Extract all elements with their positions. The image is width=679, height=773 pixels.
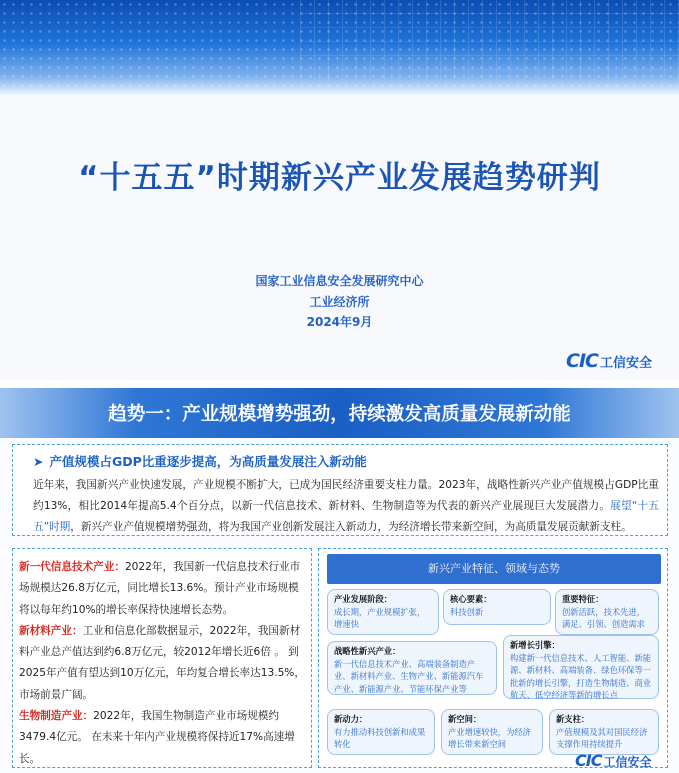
industry-name: 新一代信息技术产业： (19, 561, 125, 573)
slide-divider (0, 380, 679, 386)
gdp-share-box (12, 444, 668, 536)
cic-logo (566, 350, 652, 372)
feature-cell (549, 709, 659, 755)
feature-cell-body: 成长期，产业规模扩张，增速快 (334, 606, 426, 629)
footer-logo-cn: 工信安全 (603, 755, 652, 769)
feature-cell-body: 产值规模及其对国民经济支撑作用持续提升 (556, 726, 648, 749)
cic-logo-cn: 工信安全 (599, 356, 652, 371)
feature-cell (555, 589, 659, 635)
trend-title: 趋势一：产业规模增势强劲，持续激发高质量发展新动能 (108, 404, 571, 425)
feature-cell-body: 创新活跃，技术先进，满足、引领、创造需求 (562, 606, 645, 629)
features-panel-title: 新兴产业特征、领域与态势 (327, 554, 661, 584)
feature-cell (327, 709, 435, 755)
banner-grid-pattern (300, 0, 679, 80)
feature-cell-head: 重要特征： (562, 594, 604, 604)
industry-stats-list (19, 557, 309, 770)
industry-text: 工业和信息化部数据显示，2022年，我国新材料产业总产值达到约6.8万亿元，较2012年增长近6倍 。 到2025年产值有望达到10万亿元，年均复合增长率达13.5%，市场前景广阔。 (19, 624, 305, 701)
footer-cic-logo (575, 751, 651, 770)
industry-text: 2022年，我国生物制造产业市场规模约3479.4亿元。 在未来十年内产业规模将保持近17%高速增长。 (19, 710, 295, 765)
section-heading (33, 452, 367, 470)
industry-name: 新材料产业： (19, 624, 83, 637)
feature-cell (327, 641, 497, 695)
feature-cell-head: 新空间： (448, 714, 482, 724)
feature-cell-body: 科技创新 (450, 606, 484, 617)
features-panel (318, 548, 668, 768)
feature-cell-body: 构建新一代信息技术、人工智能、新能源、新材料、高端装备、绿色环保等一批新的增长引擎，打造生物制造、商业航天、低空经济等新的增长点 (510, 652, 652, 700)
trend-slide (0, 388, 679, 773)
chevron-right-icon: ➤ (33, 454, 44, 469)
org-department: 工业经济所 (309, 295, 370, 309)
cic-logo-latin: CIC (566, 350, 598, 372)
paragraph-part2: ，新兴产业产值规模增势强劲，将为我国产业创新发展注入新动力，为经济增长带来新空间，为高质量发展贡献新支柱。 (70, 521, 632, 533)
feature-cell-head: 新支柱： (556, 714, 590, 724)
industry-name: 生物制造产业： (19, 710, 94, 723)
feature-cell-head: 新增长引擎： (510, 640, 560, 650)
cover-banner (0, 0, 679, 96)
industry-text: 2022年，我国新一代信息技术行业市场规模达26.8万亿元，同比增长13.6%。预计产业市场规模将以每年约10%的增长率保持快速增长态势。 (19, 561, 301, 616)
paragraph-highlight: 展望“十五五”时期 (33, 500, 659, 533)
feature-cell (503, 635, 659, 699)
section-heading-text: 产值规模占GDP比重逐步提高，为高质量发展注入新动能 (49, 454, 367, 469)
feature-cell-body: 新一代信息技术产业、高端装备制造产业、新材料产业、生物产业、新能源汽车产业、新能源产业、节能环保产业等 (334, 658, 484, 694)
feature-cell-body: 有力推动科技创新和成果转化 (334, 726, 426, 749)
gdp-share-paragraph (33, 475, 659, 538)
industry-stats-box (12, 548, 312, 768)
org-name: 国家工业信息安全发展研究中心 (255, 274, 424, 288)
feature-cell (327, 589, 439, 635)
paragraph-part1: 近年来，我国新兴产业快速发展，产业规模不断扩大，已成为国民经济重要支柱力量。2023年，战略性新兴产业产值规模占GDP比重约13%，相比2014年提高5.4个百分点，以新一代信息技术、新材料、生物制造等为代表的新兴产业展现巨大发展潜力。 (33, 479, 659, 512)
trend-banner (0, 388, 679, 438)
footer-logo-latin: CIC (575, 751, 602, 770)
feature-cell (441, 709, 543, 755)
feature-cell-body: 产业增速较快，为经济增长带来新空间 (448, 726, 531, 749)
feature-cell (443, 589, 551, 625)
feature-cell-head: 产业发展阶段： (334, 594, 393, 604)
cover-slide (0, 0, 679, 380)
feature-cell-head: 战略性新兴产业： (334, 646, 401, 656)
feature-cell-head: 核心要素： (450, 594, 492, 604)
feature-cell-head: 新动力： (334, 714, 368, 724)
report-date: 2024年9月 (306, 315, 373, 329)
report-title: “十五五”时期新兴产业发展趋势研判 (78, 160, 601, 196)
